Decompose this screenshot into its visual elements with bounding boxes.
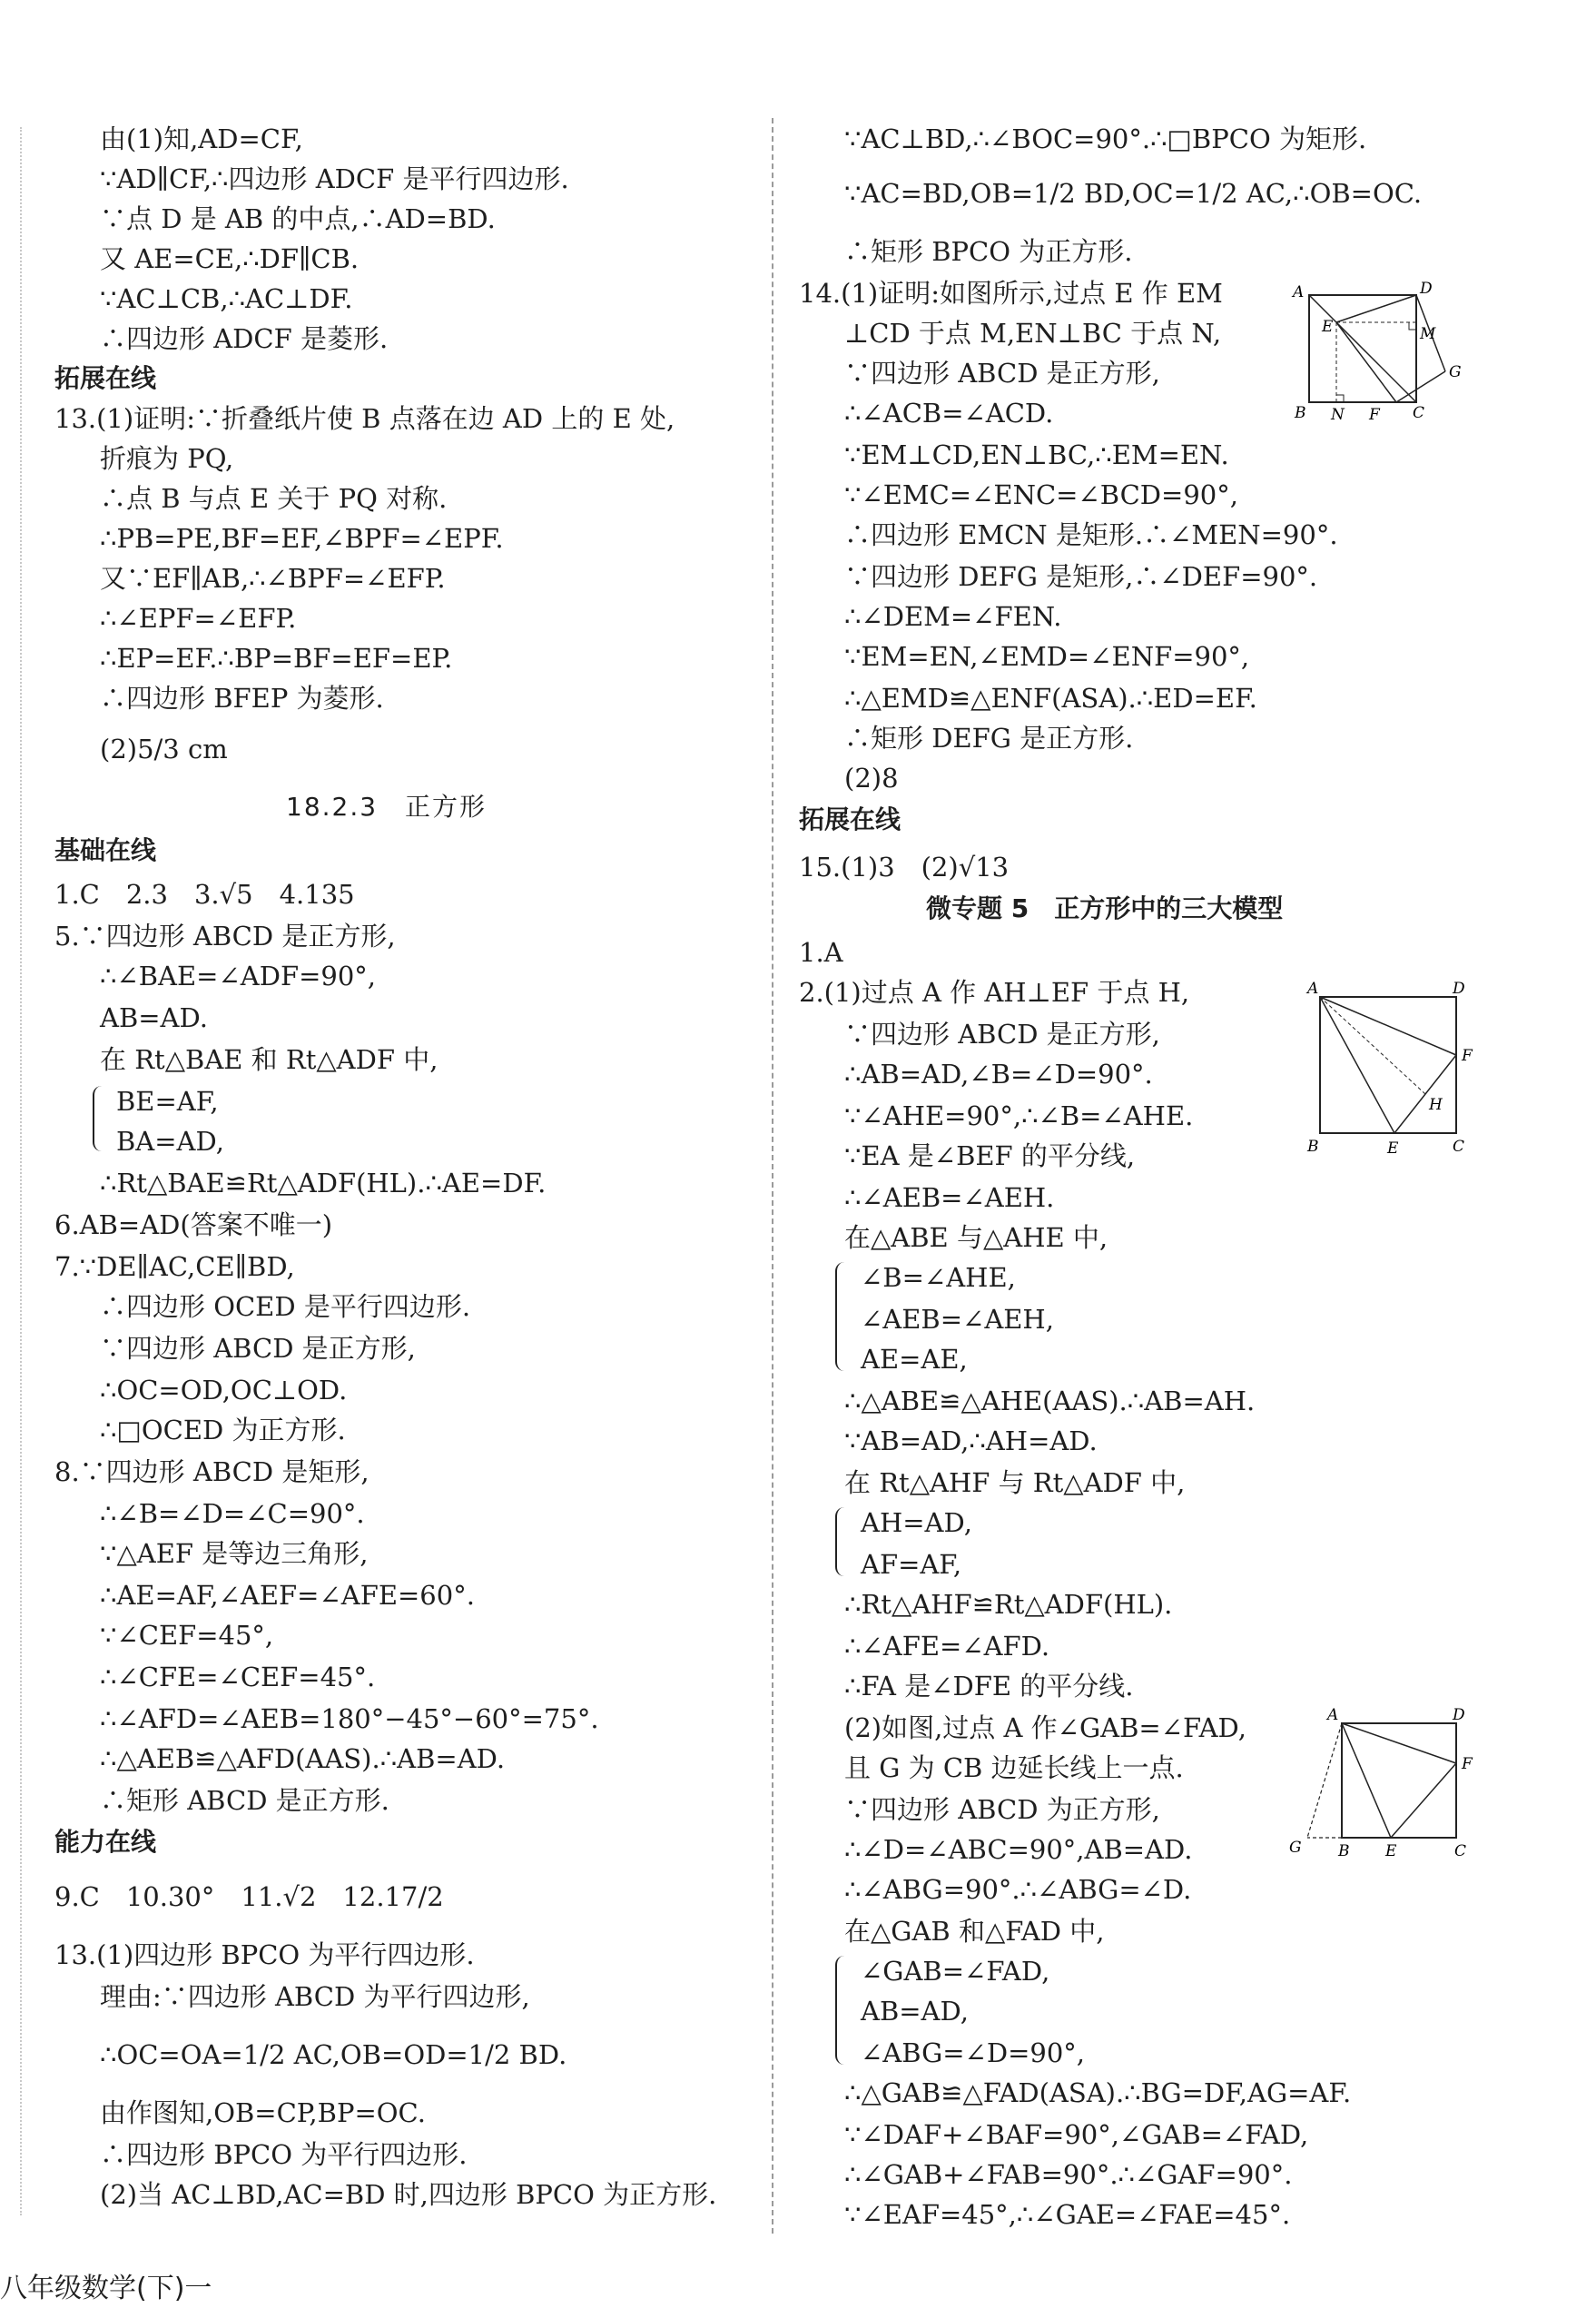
point-label: D <box>1453 1706 1465 1724</box>
point-label: G <box>1289 1839 1302 1857</box>
text-line: 1.C 2.3 3.√5 4.135 <box>54 879 355 910</box>
text-line: ∴OC=OD,OC⊥OD. <box>100 1375 348 1406</box>
text-line: ∠B=∠AHE, <box>861 1262 1016 1293</box>
section-heading: 拓展在线 <box>799 804 901 834</box>
text-line: ∵AB=AD,∴AH=AD. <box>844 1425 1098 1456</box>
brace <box>835 1956 850 2065</box>
text-line: 在△ABE 与△AHE 中, <box>844 1222 1108 1253</box>
text-line: (2)5/3 cm <box>100 734 228 764</box>
geometry-figure-14 <box>1289 277 1471 427</box>
text-line: ∵EM⊥CD,EN⊥BC,∴EM=EN. <box>844 439 1229 470</box>
text-line: ∴∠GAB+∠FAB=90°.∴∠GAF=90°. <box>844 2159 1293 2190</box>
point-label: G <box>1449 363 1462 381</box>
text-line: 又∵EF∥AB,∴∠BPF=∠EFP. <box>100 563 446 594</box>
section-heading: 能力在线 <box>54 1827 157 1857</box>
geometry-figure-2a <box>1296 973 1496 1164</box>
text-line: ∴△ABE≌△AHE(AAS).∴AB=AH. <box>844 1386 1256 1416</box>
text-line: ∴△AEB≌△AFD(AAS).∴AB=AD. <box>100 1743 506 1774</box>
text-line: ∵AC=BD,OB=1/2 BD,OC=1/2 AC,∴OB=OC. <box>844 178 1423 209</box>
text-line: ∴Rt△AHF≌Rt△ADF(HL). <box>844 1589 1173 1620</box>
text-line: ∴矩形 DEFG 是正方形. <box>844 723 1134 754</box>
point-label: M <box>1420 325 1436 343</box>
text-line: ∴FA 是∠DFE 的平分线. <box>844 1671 1134 1702</box>
text-line: BA=AD, <box>116 1126 224 1157</box>
text-line: ∴四边形 OCED 是平行四边形. <box>100 1291 471 1322</box>
text-line: 又 AE=CE,∴DF∥CB. <box>100 243 360 274</box>
text-line: ∴四边形 BPCO 为平行四边形. <box>100 2139 468 2170</box>
point-label: C <box>1453 1138 1465 1156</box>
text-line: ∵EA 是∠BEF 的平分线, <box>844 1140 1136 1171</box>
text-line: ∴∠AFE=∠AFD. <box>844 1631 1050 1662</box>
text-line: ∵∠CEF=45°, <box>100 1620 274 1651</box>
point-label: A <box>1307 980 1319 998</box>
text-line: ∠AEB=∠AEH, <box>861 1304 1054 1335</box>
text-line: ∴∠EPF=∠EFP. <box>100 603 297 634</box>
text-line: ∵AD∥CF,∴四边形 ADCF 是平行四边形. <box>100 163 569 194</box>
point-label: C <box>1413 404 1425 422</box>
text-line: ∵四边形 ABCD 为正方形, <box>844 1794 1160 1825</box>
text-line: 2.(1)过点 A 作 AH⊥EF 于点 H, <box>799 977 1190 1008</box>
text-line: ∵△AEF 是等边三角形, <box>100 1538 369 1569</box>
text-line: 在 Rt△BAE 和 Rt△ADF 中, <box>100 1044 438 1075</box>
text-line: ∴∠D=∠ABC=90°,AB=AD. <box>844 1834 1193 1865</box>
text-line: AF=AF, <box>861 1549 962 1580</box>
section-heading: 拓展在线 <box>54 363 157 393</box>
text-line: ∴矩形 BPCO 为正方形. <box>844 236 1133 267</box>
text-line: ∵AC⊥BD,∴∠BOC=90°.∴□BPCO 为矩形. <box>844 123 1367 154</box>
brace <box>835 1507 850 1576</box>
text-line: BE=AF, <box>116 1086 219 1117</box>
text-line: ∵四边形 DEFG 是矩形,∴∠DEF=90°. <box>844 561 1318 592</box>
text-line: 且 G 为 CB 边延长线上一点. <box>844 1752 1184 1783</box>
text-line: ∴∠B=∠D=∠C=90°. <box>100 1498 365 1529</box>
text-line: ∴∠ABG=90°.∴∠ABG=∠D. <box>844 1874 1192 1905</box>
text-line: 5.∵四边形 ABCD 是正方形, <box>54 921 396 952</box>
text-line: ∴△GAB≌△FAD(ASA).∴BG=DF,AG=AF. <box>844 2077 1352 2108</box>
text-line: 13.(1)证明:∵折叠纸片使 B 点落在边 AD 上的 E 处, <box>54 403 675 434</box>
text-line: ∴四边形 EMCN 是矩形.∴∠MEN=90°. <box>844 519 1338 550</box>
point-label: D <box>1453 980 1465 998</box>
text-line: 由(1)知,AD=CF, <box>100 123 303 154</box>
point-label: B <box>1295 404 1306 422</box>
text-line: ∴∠AFD=∠AEB=180°−45°−60°=75°. <box>100 1703 599 1734</box>
section-title: 18.2.3 正方形 <box>286 792 488 822</box>
text-line: 14.(1)证明:如图所示,过点 E 作 EM <box>799 278 1223 309</box>
point-label: F <box>1462 1755 1473 1773</box>
text-line: ∴四边形 BFEP 为菱形. <box>100 683 384 714</box>
point-label: A <box>1293 283 1305 301</box>
text-line: ∴∠CFE=∠CEF=45°. <box>100 1662 376 1692</box>
text-line: 在 Rt△AHF 与 Rt△ADF 中, <box>844 1467 1186 1498</box>
text-line: AB=AD, <box>861 1996 969 2027</box>
text-line: AB=AD. <box>100 1002 208 1033</box>
text-line: ∴PB=PE,BF=EF,∠BPF=∠EPF. <box>100 523 504 554</box>
text-line: ∠GAB=∠FAD, <box>861 1956 1050 1987</box>
page-footer: 八年级数学(下)一 <box>0 2273 212 2304</box>
text-line: ∴EP=EF.∴BP=BF=EF=EP. <box>100 643 453 674</box>
binding-margin <box>20 127 22 2215</box>
point-label: H <box>1429 1096 1443 1114</box>
text-line: 1.A <box>799 937 843 968</box>
text-line: 8.∵四边形 ABCD 是矩形, <box>54 1456 369 1487</box>
text-line: ∴△EMD≌△ENF(ASA).∴ED=EF. <box>844 683 1257 714</box>
text-line: ∴∠DEM=∠FEN. <box>844 601 1062 632</box>
point-label: D <box>1420 280 1433 298</box>
text-line: ∴∠ACB=∠ACD. <box>844 398 1054 429</box>
text-line: ∵∠EAF=45°,∴∠GAE=∠FAE=45°. <box>844 2199 1291 2230</box>
text-line: ∴∠AEB=∠AEH. <box>844 1182 1055 1213</box>
text-line: ∴点 B 与点 E 关于 PQ 对称. <box>100 483 448 514</box>
text-line: 13.(1)四边形 BPCO 为平行四边形. <box>54 1939 475 1970</box>
text-line: ∴□OCED 为正方形. <box>100 1415 346 1445</box>
text-line: ∴OC=OA=1/2 AC,OB=OD=1/2 BD. <box>100 2039 567 2070</box>
brace <box>93 1086 107 1151</box>
text-line: ∴矩形 ABCD 是正方形. <box>100 1785 389 1816</box>
text-line: 由作图知,OB=CP,BP=OC. <box>100 2097 426 2128</box>
text-line: 折痕为 PQ, <box>100 443 234 474</box>
text-line: AH=AD, <box>861 1507 972 1538</box>
text-line: ∵四边形 ABCD 是正方形, <box>844 358 1160 389</box>
point-label: F <box>1369 406 1380 424</box>
point-label: E <box>1387 1139 1399 1158</box>
section-heading: 基础在线 <box>54 835 157 865</box>
text-line: ∵四边形 ABCD 是正方形, <box>100 1333 416 1364</box>
text-line: 理由:∵四边形 ABCD 为平行四边形, <box>100 1981 530 2012</box>
text-line: (2)当 AC⊥BD,AC=BD 时,四边形 BPCO 为正方形. <box>100 2179 717 2210</box>
point-label: F <box>1462 1047 1473 1065</box>
point-label: E <box>1385 1842 1397 1860</box>
text-line: 9.C 10.30° 11.√2 12.17/2 <box>54 1881 444 1912</box>
text-line: ∵EM=EN,∠EMD=∠ENF=90°, <box>844 641 1250 672</box>
text-line: ∴四边形 ADCF 是菱形. <box>100 323 389 354</box>
text-line: ∴∠BAE=∠ADF=90°, <box>100 961 377 991</box>
text-line: (2)8 <box>844 763 899 794</box>
text-line: ∴AE=AF,∠AEF=∠AFE=60°. <box>100 1580 475 1611</box>
text-line: 6.AB=AD(答案不唯一) <box>54 1209 333 1240</box>
text-line: ∵点 D 是 AB 的中点,∴AD=BD. <box>100 203 496 234</box>
geometry-figure-2b <box>1280 1700 1498 1872</box>
text-line: 在△GAB 和△FAD 中, <box>844 1916 1105 1947</box>
brace <box>835 1262 850 1371</box>
text-line: 15.(1)3 (2)√13 <box>799 852 1010 883</box>
text-line: ∵∠DAF+∠BAF=90°,∠GAB=∠FAD, <box>844 2119 1309 2150</box>
text-line: ∵四边形 ABCD 是正方形, <box>844 1019 1160 1050</box>
text-line: ∵∠AHE=90°,∴∠B=∠AHE. <box>844 1100 1194 1131</box>
point-label: C <box>1454 1842 1467 1860</box>
text-line: ⊥CD 于点 M,EN⊥BC 于点 N, <box>844 318 1222 349</box>
point-label: E <box>1322 318 1334 336</box>
text-line: (2)如图,过点 A 作∠GAB=∠FAD, <box>844 1712 1246 1743</box>
text-line: AE=AE, <box>861 1344 968 1375</box>
point-label: B <box>1338 1842 1350 1860</box>
point-label: B <box>1307 1138 1319 1156</box>
section-title: 微专题 5 正方形中的三大模型 <box>926 893 1284 923</box>
column-divider <box>772 118 773 2234</box>
point-label: N <box>1331 406 1345 424</box>
text-line: ∴AB=AD,∠B=∠D=90°. <box>844 1059 1153 1090</box>
text-line: 7.∵DE∥AC,CE∥BD, <box>54 1251 295 1282</box>
text-line: ∵∠EMC=∠ENC=∠BCD=90°, <box>844 479 1238 510</box>
text-line: ∴Rt△BAE≌Rt△ADF(HL).∴AE=DF. <box>100 1168 547 1198</box>
text-line: ∵AC⊥CB,∴AC⊥DF. <box>100 283 353 314</box>
point-label: A <box>1327 1706 1339 1724</box>
text-line: ∠ABG=∠D=90°, <box>861 2037 1086 2068</box>
